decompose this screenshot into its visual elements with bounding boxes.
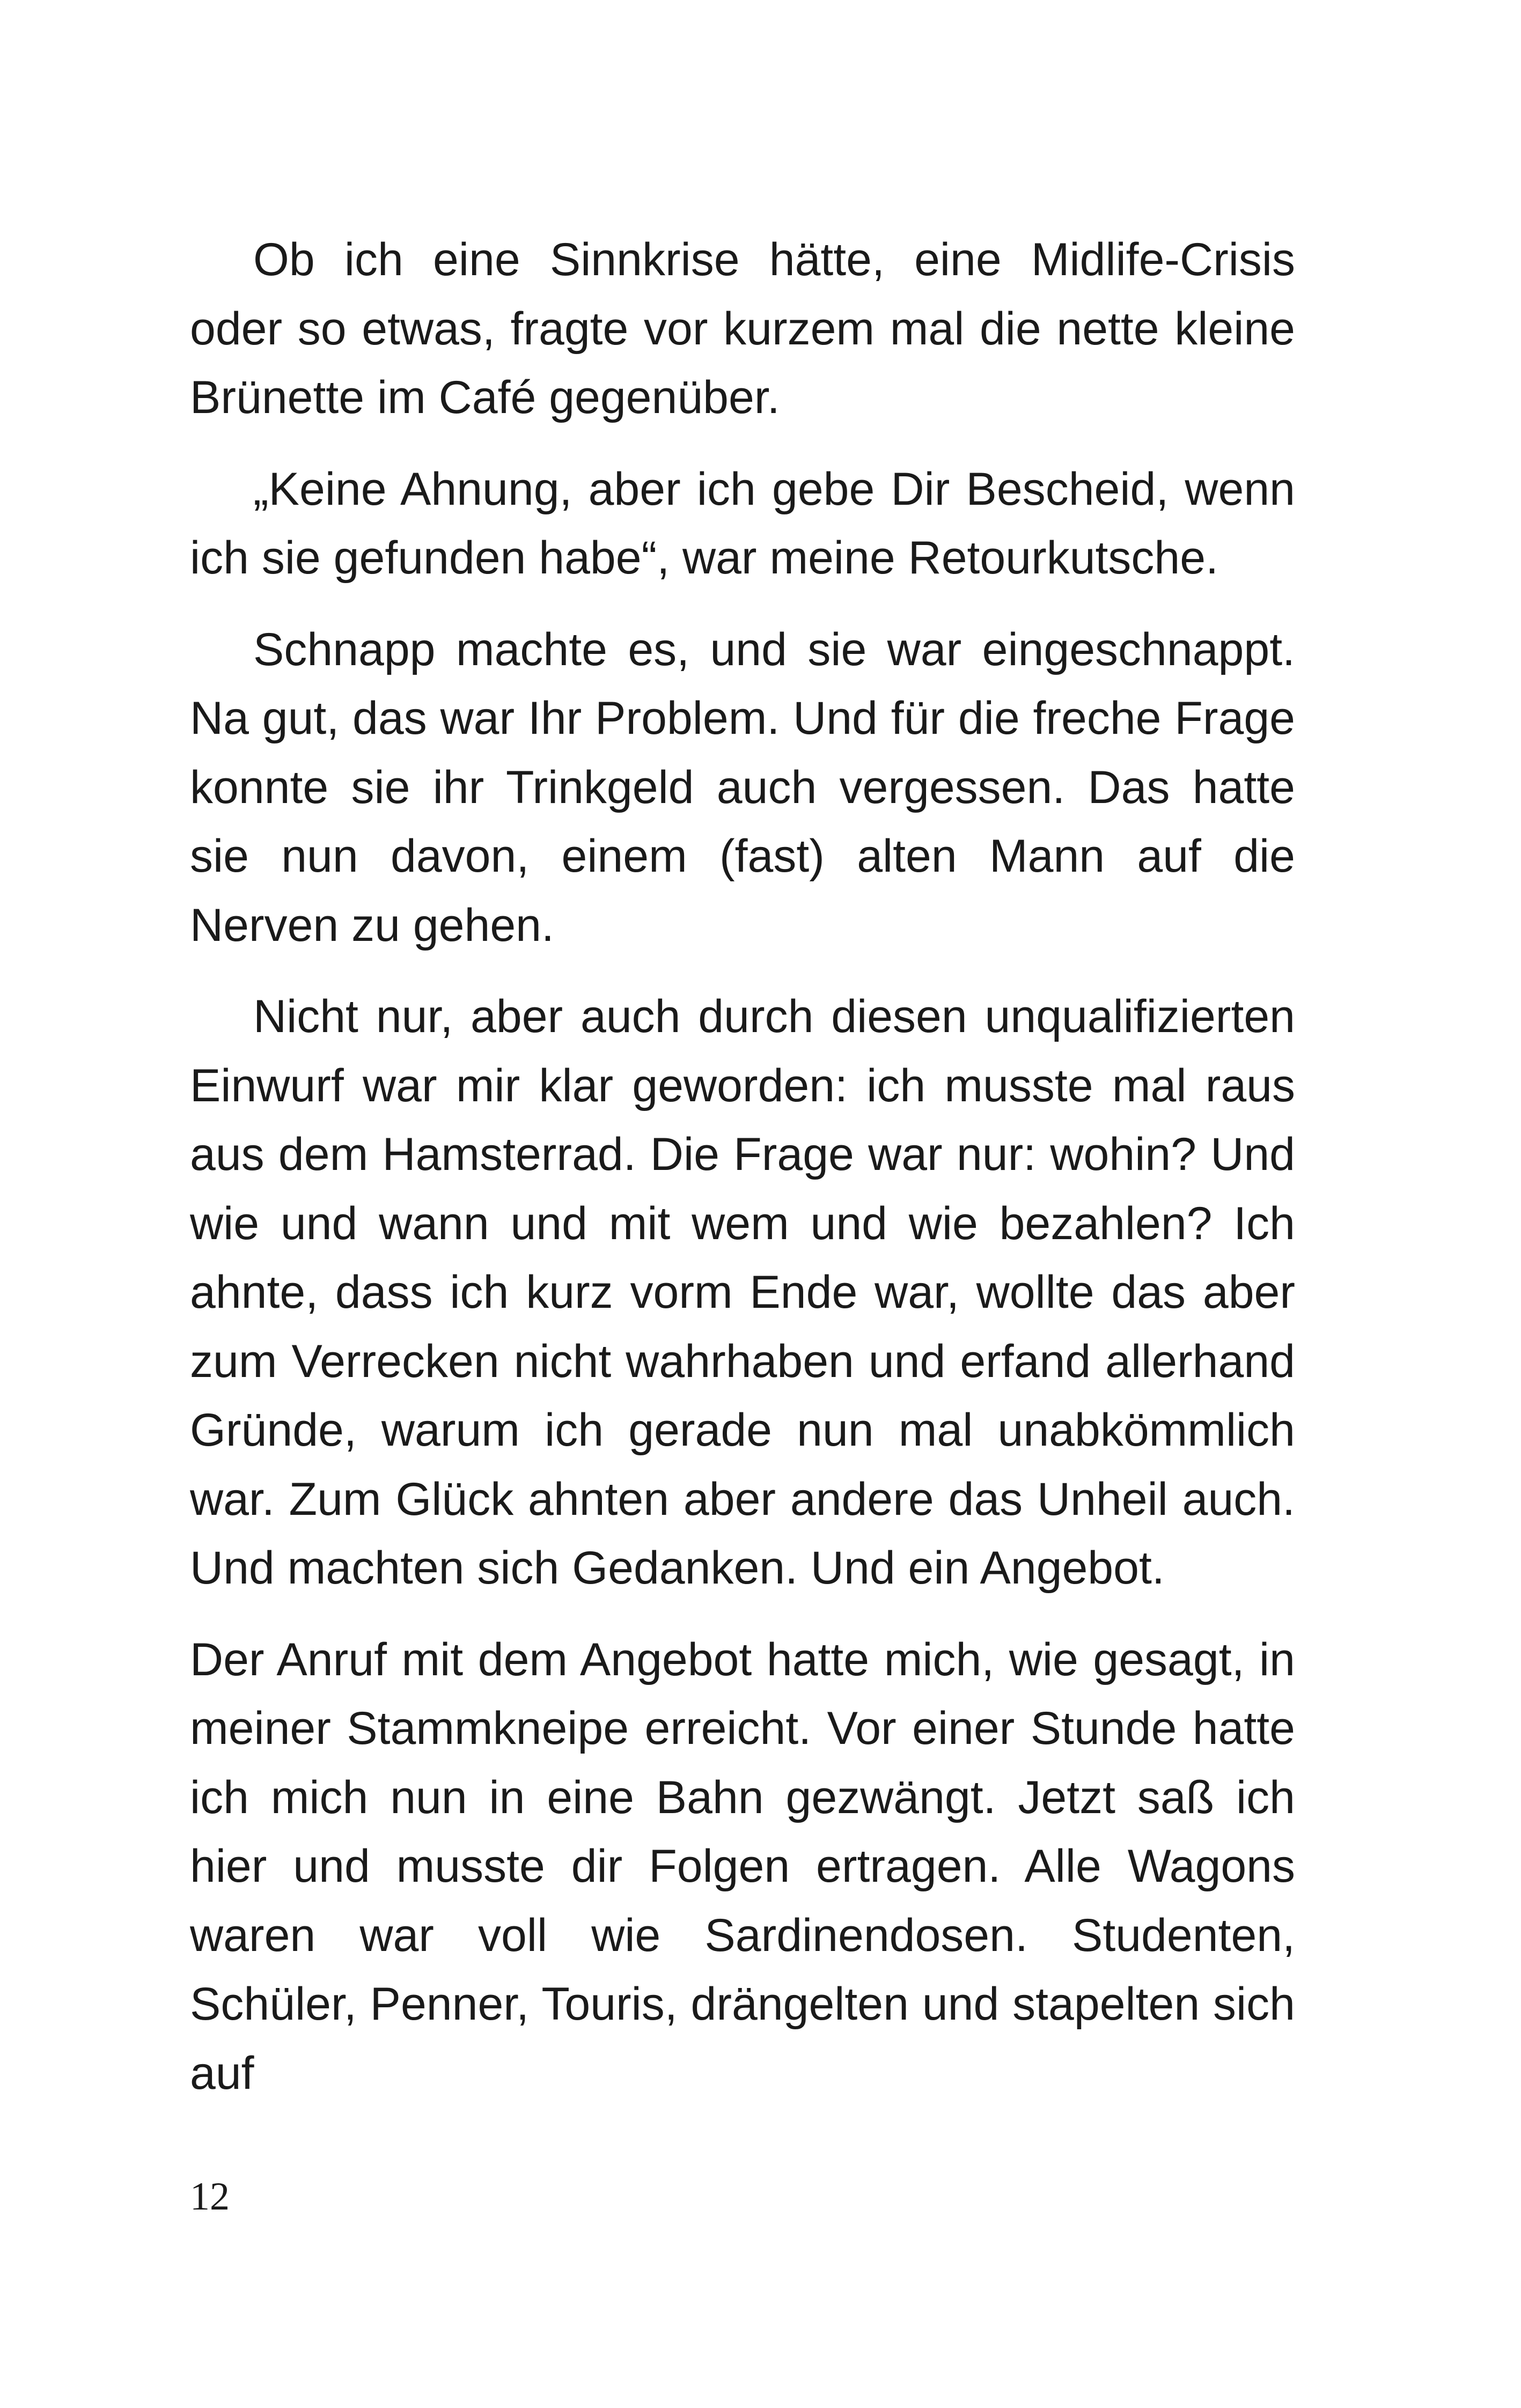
- page-number: 12: [190, 2175, 230, 2219]
- paragraph-1: Ob ich eine Sinnkrise hätte, eine Midlife-Crisis oder so etwas, fragte vor kurzem mal die nette kleine Brünette im Café gegenüber.: [190, 234, 1295, 423]
- body-text: [190, 225, 1295, 2108]
- paragraph-3: Schnapp machte es, und sie war eingeschnappt. Na gut, das war Ihr Problem. Und für die freche Frage konnte sie ihr Trinkgeld auch vergessen. Das hatte sie nun davon, einem (fast) alten Mann auf die Nerven zu gehen.: [190, 623, 1295, 951]
- paragraph-2: „Keine Ahnung, aber ich gebe Dir Bescheid, wenn ich sie gefunden habe“, war meine Retourkutsche.: [190, 463, 1295, 584]
- paragraph-5: Der Anruf mit dem Angebot hatte mich, wie gesagt, in meiner Stammkneipe erreicht. Vor einer Stunde hatte ich mich nun in eine Bahn gezwängt. Jetzt saß ich hier und musste dir Folgen ertragen. Alle Wagons waren war voll wie Sardinendosen. Studenten, Schüler, Penner, Touris, drängelten und stapelten sich auf: [190, 1633, 1295, 2099]
- paragraph-4: Nicht nur, aber auch durch diesen unqualifizierten Einwurf war mir klar geworden: ich musste mal raus aus dem Hamsterrad. Die Frage war nur: wohin? Und wie und wann und mit wem und wie bezahlen? Ich ahnte, dass ich kurz vorm Ende war, wollte das aber zum Verrecken nicht wahrhaben und erfand allerhand Gründe, warum ich gerade nun mal unabkömmlich war. Zum Glück ahnten aber andere das Unheil auch. Und machten sich Gedanken. Und ein Angebot.: [190, 991, 1295, 1594]
